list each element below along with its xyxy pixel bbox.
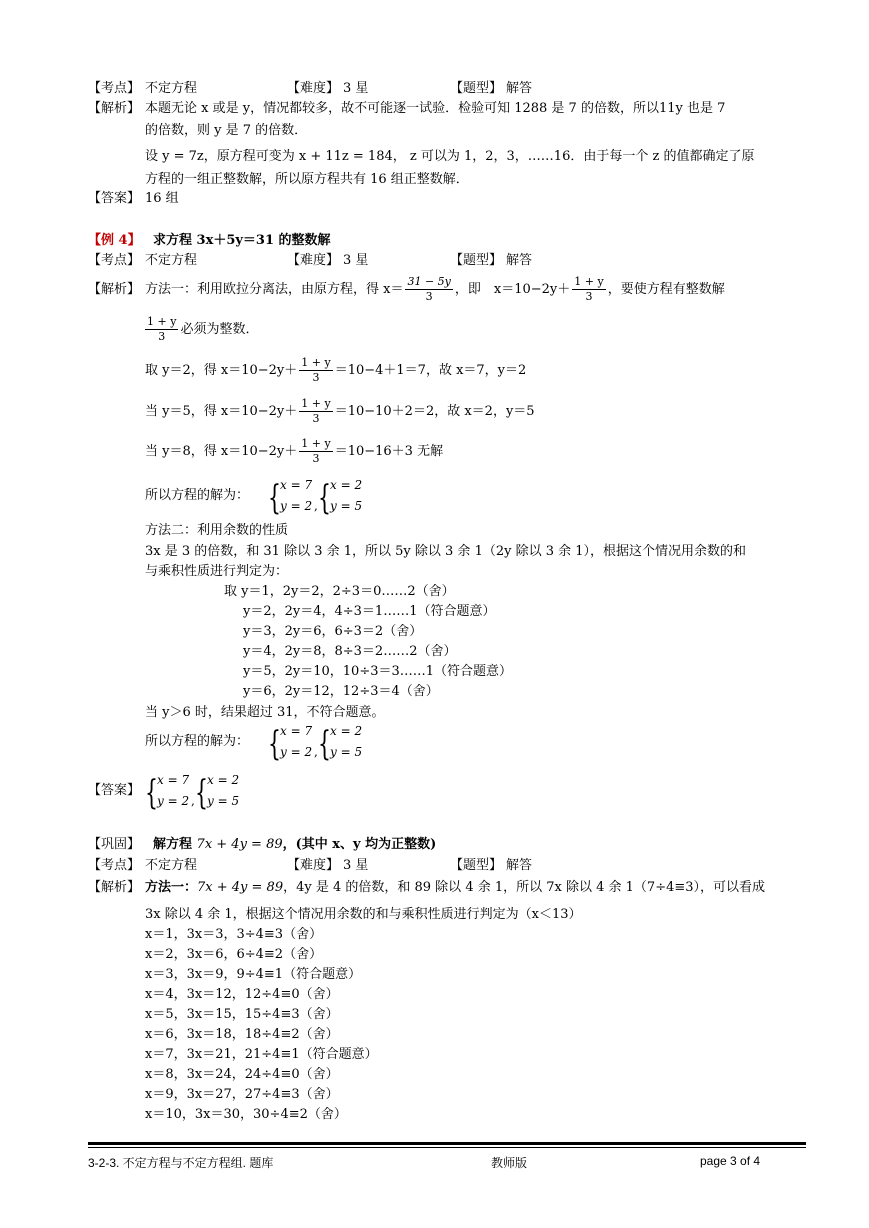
trial-1-b: ＝10−4＋1＝7，故 x＝7，y＝2 (334, 363, 527, 378)
fraction-numerator: 1 + y (301, 356, 331, 369)
tixing-value: 解答 (506, 81, 533, 96)
fraction-denominator: 3 (158, 330, 166, 343)
trial-3-b: ＝10−16＋3 无解 (334, 444, 444, 459)
fraction-denominator: 3 (425, 290, 433, 303)
trial-y-2 (145, 353, 526, 389)
trial-y-5 (145, 394, 535, 430)
system-b-line-1: x = 2 (330, 724, 363, 738)
case-x-3: x＝3，3x＝9，9÷4≡1（符合题意） (145, 967, 362, 982)
gonggu-method-1-line-1 (145, 879, 765, 897)
nandu-value: 3 星 (343, 858, 369, 873)
gonggu-title (153, 836, 436, 854)
tixing-label: 【题型】 (450, 81, 503, 96)
trial-2-b: ＝10−10＋2＝2，故 x＝2，y＝5 (334, 404, 535, 419)
fraction-1-y-over-3 (145, 315, 178, 344)
method-1-must-be-integer (145, 312, 258, 348)
case-y-1: 取 y＝1，2y＝2，2÷3＝0……2（舍） (224, 584, 455, 599)
footer-rule-thick (88, 1142, 806, 1145)
system-a-line-1: x = 7 (280, 478, 313, 492)
kaodian-label: 【考点】 (88, 858, 141, 873)
daan-label: 【答案】 (88, 783, 141, 798)
must-be-integer-text: 必须为整数． (180, 322, 259, 337)
sec1-answer: 16 组 (145, 191, 179, 206)
case-x-5: x＝5，3x＝15，15÷4≡3（舍） (145, 1007, 339, 1022)
brace-icon: { (195, 773, 208, 813)
fraction-numerator: 31 − 5y (407, 275, 451, 288)
trial-2-a: 当 y＝5，得 x＝10−2y＋ (145, 404, 298, 419)
solution-label: 所以方程的解为： (145, 488, 250, 503)
gonggu-equation: 7x + 4y = 89 (196, 837, 283, 852)
system-a-line-1: x = 7 (157, 773, 190, 787)
fraction-1-y-over-3 (299, 397, 332, 426)
fraction-denominator: 3 (312, 371, 320, 384)
case-x-1: x＝1，3x＝3，3÷4≡3（舍） (145, 927, 323, 942)
gonggu-method-1-line-2: 3x 除以 4 余 1，根据这个情况用余数的和与乘积性质进行判定为（x＜13） (145, 907, 582, 922)
tixing-value: 解答 (506, 858, 533, 873)
fraction-1-y-over-3 (572, 275, 605, 304)
fraction-denominator: 3 (312, 412, 320, 425)
case-x-2: x＝2，3x＝6，6÷4≡2（舍） (145, 947, 323, 962)
method-1-equation: 7x + 4y = 89 (197, 880, 284, 895)
method-2-line-2: 与乘积性质进行判定为： (145, 564, 289, 579)
daan-label: 【答案】 (88, 191, 141, 206)
kaodian-label: 【考点】 (88, 81, 141, 96)
jiexi-label: 【解析】 (88, 101, 141, 116)
system-b-line-1: x = 2 (207, 773, 240, 787)
trial-1-a: 取 y＝2，得 x＝10−2y＋ (145, 363, 298, 378)
brace-icon: { (268, 478, 281, 518)
kaodian-value: 不定方程 (145, 253, 198, 268)
case-y-4: y＝4，2y＝8，8÷3＝2……2（舍） (243, 644, 457, 659)
system-b-line-2: y = 5 (330, 745, 363, 759)
nandu-label: 【难度】 (287, 253, 340, 268)
case-x-4: x＝4，3x＝12，12÷4≡0（舍） (145, 987, 339, 1002)
trial-y-8 (145, 434, 443, 470)
gonggu-title-a: 解方程 (153, 837, 193, 852)
case-y-6: y＝6，2y＝12，12÷3＝4（舍） (243, 684, 439, 699)
method-1-rest: ，4y 是 4 的倍数，和 89 除以 4 余 1，所以 7x 除以 4 余 1（7÷4≡3），可以看成 (283, 880, 766, 895)
jiexi-label: 【解析】 (88, 880, 141, 895)
fraction-numerator: 1 + y (301, 437, 331, 450)
method-1-intro-a: 方法一：利用欧拉分离法，由原方程，得 x＝ (145, 282, 404, 297)
fraction-31-5y-over-3 (405, 275, 452, 304)
brace-icon: { (268, 724, 281, 764)
system-b-line-1: x = 2 (330, 478, 363, 492)
solution-system (268, 724, 368, 764)
nandu-value: 3 星 (343, 253, 369, 268)
fraction-denominator: 3 (312, 452, 320, 465)
method-1-label: 方法一： (145, 880, 198, 895)
case-y-5: y＝5，2y＝10，10÷3＝3……1（符合题意） (243, 664, 513, 679)
jiexi-label: 【解析】 (88, 282, 141, 297)
fraction-numerator: 1 + y (301, 397, 331, 410)
sec1-line-1: 本题无论 x 或是 y，情况都较多，故不可能逐一试验．检验可知 1288 是 7 的倍数，所以11y 也是 7 (145, 101, 726, 116)
case-x-9: x＝9，3x＝27，27÷4≡3（舍） (145, 1087, 339, 1102)
tixing-label: 【题型】 (450, 858, 503, 873)
brace-icon: { (145, 773, 158, 813)
gonggu-label: 【巩固】 (88, 837, 141, 852)
footer-center: 教师版 (491, 1156, 528, 1170)
system-a-line-1: x = 7 (280, 724, 313, 738)
nandu-label: 【难度】 (287, 81, 340, 96)
nandu-label: 【难度】 (287, 858, 340, 873)
case-y-2: y＝2，2y＝4，4÷3＝1……1（符合题意） (243, 604, 496, 619)
answer-system (145, 773, 245, 813)
system-b-line-2: y = 5 (330, 499, 363, 513)
method-2-title: 方法二：利用余数的性质 (145, 523, 289, 538)
system-comma: , (191, 794, 195, 808)
sec1-line-3: 设 y = 7z，原方程可变为 x + 11z = 184， z 可以为 1，2，3，……16．由于每一个 z 的值都确定了原 (145, 149, 755, 164)
tixing-label: 【题型】 (450, 253, 503, 268)
case-x-8: x＝8，3x＝24，24÷4≡0（舍） (145, 1067, 339, 1082)
system-a-line-2: y = 2 (280, 745, 313, 759)
method-1-intro-c: ，要使方程有整数解 (607, 282, 725, 297)
fraction-numerator: 1 + y (147, 315, 177, 328)
footer-left: 3-2-3. 不定方程与不定方程组. 题库 (88, 1156, 274, 1170)
example-4-label: 【例 4】 (88, 233, 141, 248)
case-y-3: y＝3，2y＝6，6÷3＝2（舍） (243, 624, 423, 639)
over-31-note: 当 y＞6 时，结果超过 31，不符合题意。 (145, 705, 385, 720)
method-1-intro-b: ，即 x＝10−2y＋ (454, 282, 571, 297)
method-2-line-1: 3x 是 3 的倍数，和 31 除以 3 余 1，所以 5y 除以 3 余 1（2y 除以 3 余 1），根据这个情况用余数的和 (145, 544, 747, 559)
kaodian-value: 不定方程 (145, 858, 198, 873)
case-x-7: x＝7，3x＝21，21÷4≡1（符合题意） (145, 1047, 378, 1062)
system-b-line-2: y = 5 (207, 794, 240, 808)
method-1-intro (145, 272, 725, 308)
solution-label: 所以方程的解为： (145, 734, 250, 749)
fraction-numerator: 1 + y (574, 275, 604, 288)
kaodian-value: 不定方程 (145, 81, 198, 96)
system-comma: , (314, 499, 318, 513)
system-comma: , (314, 745, 318, 759)
case-x-6: x＝6，3x＝18，18÷4≡2（舍） (145, 1027, 339, 1042)
kaodian-label: 【考点】 (88, 253, 141, 268)
sec1-line-2: 的倍数，则 y 是 7 的倍数． (145, 123, 308, 138)
example-4-title: 求方程 3x＋5y＝31 的整数解 (153, 233, 331, 248)
fraction-1-y-over-3 (299, 437, 332, 466)
sec1-line-4: 方程的一组正整数解，所以原方程共有 16 组正整数解． (145, 172, 469, 187)
gonggu-title-b: ，(其中 x、y 均为正整数) (282, 837, 437, 852)
footer-rule-thin (88, 1147, 806, 1148)
case-x-10: x＝10，3x＝30，30÷4≡2（舍） (145, 1107, 347, 1122)
solution-system (268, 478, 368, 518)
brace-icon: { (318, 724, 331, 764)
system-a-line-2: y = 2 (157, 794, 190, 808)
tixing-value: 解答 (506, 253, 533, 268)
trial-3-a: 当 y＝8，得 x＝10−2y＋ (145, 444, 298, 459)
system-a-line-2: y = 2 (280, 499, 313, 513)
brace-icon: { (318, 478, 331, 518)
footer-page-number: page 3 of 4 (700, 1154, 761, 1168)
fraction-denominator: 3 (585, 290, 593, 303)
nandu-value: 3 星 (343, 81, 369, 96)
fraction-1-y-over-3 (299, 356, 332, 385)
